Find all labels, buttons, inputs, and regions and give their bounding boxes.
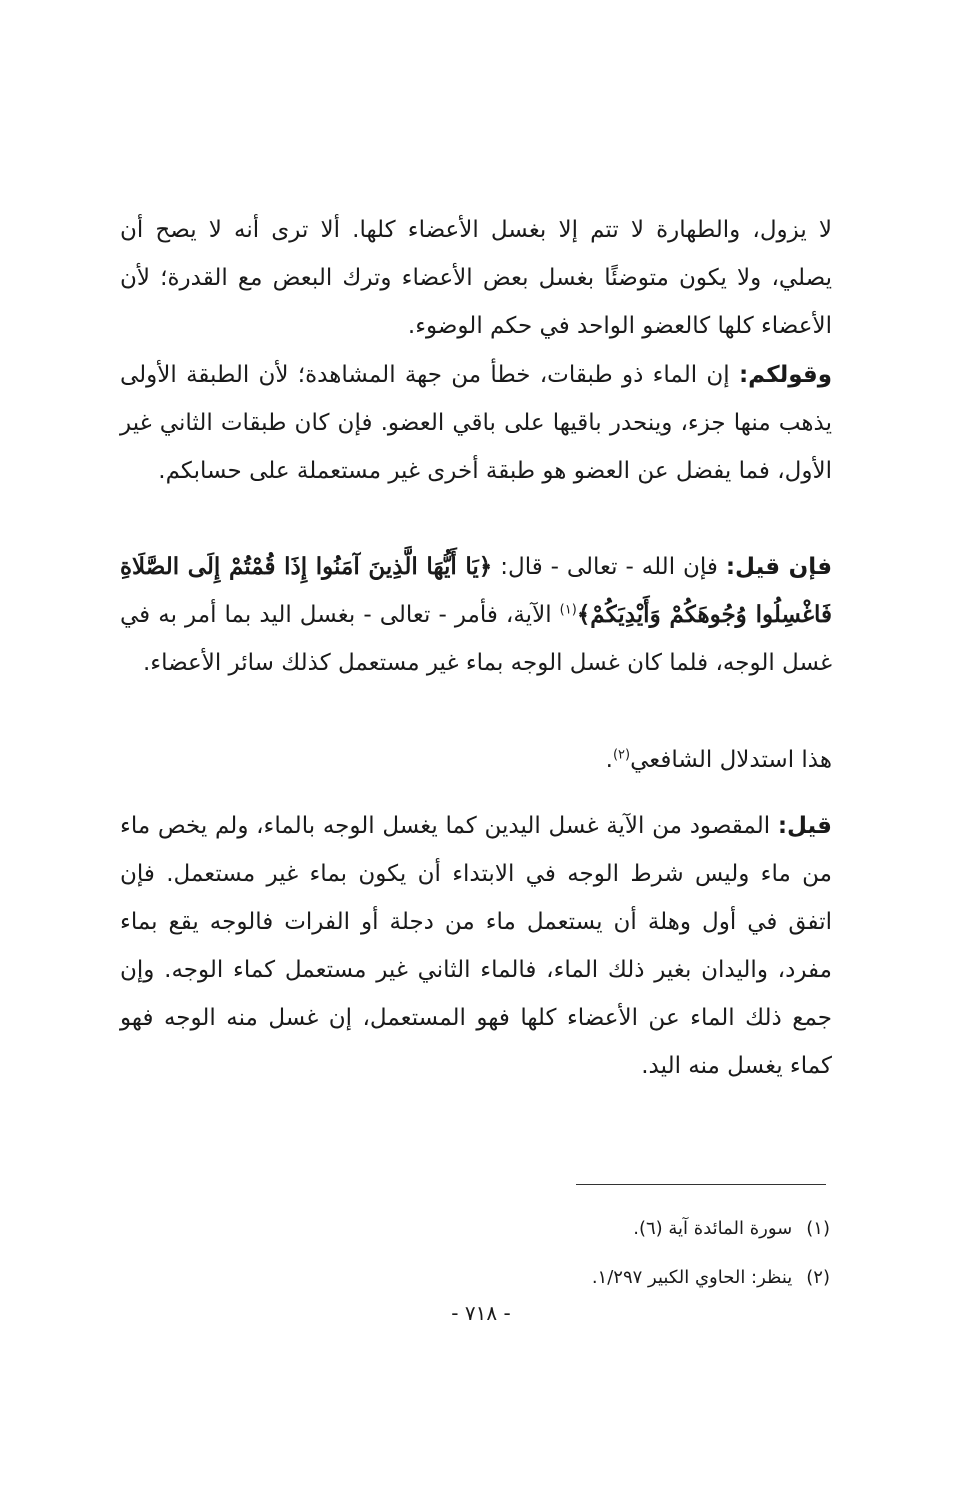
paragraph-3-lead: فإن قيل: [725, 554, 832, 580]
footnote-ref-1: (١) [559, 602, 577, 618]
footnote-2-text: ينظر: الحاوي الكبير ١/٢٩٧. [591, 1267, 793, 1288]
paragraph-4-body [120, 736, 832, 784]
paragraph-3-text-start: فإن الله - تعالى - قال: [492, 554, 726, 580]
paragraph-3 [120, 543, 832, 687]
footnote-1-number: (١) [806, 1218, 830, 1239]
paragraph-2 [120, 351, 832, 495]
paragraph-3-text-end: الآية، فأمر - تعالى - بغسل اليد بما أمر به في غسل الوجه، فلما كان غسل الوجه بماء غير مستعمل كذلك سائر الأعضاء. [120, 602, 832, 676]
paragraph-4 [120, 736, 832, 784]
paragraph-2-text: إن الماء ذو طبقات، خطأ من جهة المشاهدة؛ لأن الطبقة الأولى يذهب منها جزء، وينحدر باقيها على باقي العضو. فإن كان طبقات الثاني غير الأول، فما يفضل عن العضو هو طبقة أخرى غير مستعملة على حسابكم. [120, 362, 832, 484]
footnote-2 [420, 1263, 830, 1293]
paragraph-3-body [120, 543, 832, 687]
paragraph-1 [120, 206, 832, 350]
paragraph-2-lead: وقولكم: [738, 362, 832, 388]
paragraph-4-text: هذا استدلال الشافعي [630, 747, 832, 773]
footnote-divider [576, 1184, 826, 1185]
page-number: - ٧١٨ - [451, 1301, 511, 1325]
paragraph-2-body [120, 351, 832, 495]
paragraph-4-end: . [605, 747, 613, 773]
paragraph-5-lead: قيل: [777, 813, 832, 839]
footnote-ref-2: (٢) [612, 747, 631, 763]
footnote-1-text: سورة المائدة آية (٦). [633, 1218, 793, 1239]
footnote-1 [420, 1214, 830, 1244]
paragraph-5-body [120, 802, 832, 1090]
footnote-2-number: (٢) [806, 1267, 830, 1288]
paragraph-5-text: المقصود من الآية غسل اليدين كما يغسل الوجه بالماء، ولم يخص ماء من ماء وليس شرط الوجه في الابتداء أن يكون بماء غير مستعمل. فإن اتفق في أول وهلة أن يستعمل ماء من دجلة أو الفرات فالوجه يقع بماء مفرد، واليدان بغير ذلك الماء، فالماء الثاني غير مستعمل كماء الوجه. وإن جمع ذلك الماء عن الأعضاء كلها فهو المستعمل، إن غسل منه الوجه فهو كماء يغسل منه اليد. [120, 813, 832, 1079]
quran-verse: ﴿يَا أَيُّهَا الَّذِينَ آمَنُوا إِذَا قُمْتُمْ إِلَى الصَّلَاةِ فَاغْسِلُوا وُجُوهَكُمْ وَأَيْدِيَكُمْ﴾ [120, 553, 832, 628]
paragraph-5 [120, 802, 832, 1090]
paragraph-1-text: لا يزول، والطهارة لا تتم إلا بغسل الأعضاء كلها. ألا ترى أنه لا يصح أن يصلي، ولا يكون متوضئًا بغسل بعض الأعضاء وترك البعض مع القدرة؛ لأن الأعضاء كلها كالعضو الواحد في حكم الوضوء. [120, 217, 832, 339]
